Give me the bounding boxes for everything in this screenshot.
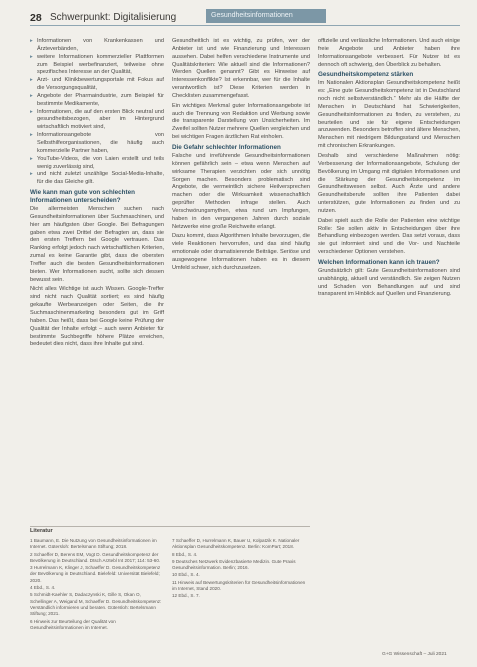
footnote: 6 Hinweis zur Beurteilung der Qualität von Gesundheitsinformationen im Internet. [30,618,116,630]
paragraph: Falsche und irreführende Gesundheitsinformationen können gefährlich sein – etwa wenn Menschen auf wirksame Therapien verzichten oder sich unnötig Sorgen machen. Besonders problematisch sind Angebote, die vermeintlich sichere Heilversprechen machen oder die Wirksamkeit wissenschaftlich geprüfter Methoden infrage stellen. Auch Verschwörungsmythen, etwa rund um Impfungen, haben in den vergangenen Jahren durch soziale Netzwerke eine große Reichweite erlangt. [172,152,310,230]
section-heading: Welchen Informationen kann ich trauen? [318,258,440,266]
footnote: 5 Schmidt-Kaehler S, Dadaczynski K, Gille S, Okan O, Schellinger A, Weigand M, Schaeffer D. Gesundheitskompetenz: Verständlich informieren und beraten. Gütersloh: Bertelsmann Stiftung; 2021. [30,592,162,617]
footnotes-right [172,538,310,601]
header-rule [30,25,460,26]
section-heading: Gesundheitskompetenz stärken [318,71,414,79]
section-heading: Die Gefahr schlechter Informationen [172,143,281,151]
footnote: 3 Hurrelmann K, Klinger J, Schaeffer D. Gesundheitskompetenz der Bevölkerung in Deutschland. Bielefeld: Universität Bielefeld; 2020. [30,565,161,583]
page-footer: G+G Wissenschaft – Juli 2021 [382,652,447,657]
footnote: 4 Ebd., S. 4. [30,585,56,591]
footnote-rule [30,526,310,527]
paragraph: Im Nationalen Aktionsplan Gesundheitskompetenz heißt es: „Eine gute Gesundheitskompetenz ist in Deutschland noch nicht selbstverständlich.“ Mehr als die Hälfte der Menschen in Deutschland hat Schwierigkeiten, Gesundheitsinformationen zu finden, zu verstehen, zu beurteilen und sie für eigene Entscheidungen anzuwenden. Besonders betroffen sind ältere Menschen, Menschen mit niedrigem Bildungsstand und Menschen mit chronischen Erkrankungen. [318,80,460,150]
column-1 [30,38,164,351]
header-title: Schwerpunkt: Digitalisierung [50,12,177,23]
footnotes-left [30,538,164,632]
paragraph: Dabei spielt auch die Rolle der Patienten eine wichtige Rolle: Sie sollen aktiv in Entscheidungen über ihre Behandlung einbezogen werden. Das setzt voraus, dass sie gut informiert sind und die Vor- und Nachteile verschiedener Optionen verstehen. [318,217,460,256]
list-item: ▸ Informationen von Krankenkassen und Ärzteverbänden, [30,38,164,54]
source-list [30,38,164,187]
list-item: ▸ Informationsangebote von Selbsthilfeorganisationen, die häufig auch kommerzielle Partner haben, [30,132,164,156]
footnote: 2 Schaeffer D, Berens EM, Vogt D. Gesundheitskompetenz der Bevölkerung in Deutschland. Dtsch Arztebl Int 2017; 114: 53-60. [30,551,161,563]
paragraph: Die allermeisten Menschen suchen nach Gesundheitsinformationen über Suchmaschinen, und hier am häufigsten über Google. Bei Befragungen gaben etwa zwei Drittel der Befragten an, dass sie den ersten Treffern bei Google vertrauen. Das Ranking erfolgt jedoch nach wirtschaftlichen Kriterien, zumal es keine Garantie gibt, dass die obersten Treffer auch die besten Gesundheitsinformationen bieten. Wer Informationen sucht, sollte sich dessen bewusst sein. [30,206,164,283]
paragraph: Deshalb sind verschiedene Maßnahmen nötig: Verbesserung der Informationsangebote, Schulung der Bevölkerung im Umgang mit digitalen Informationen und die Stärkung der Gesundheitskompetenz im Gesundheitswesen selbst. Auch Ärzte und andere Gesundheitsberufe sollten ihre Patienten dabei unterstützen, gute Informationen zu finden und zu nutzen. [318,152,460,214]
footnote: 12 Ebd., S. 7. [172,593,200,599]
page-number: 28 [30,12,42,24]
footnote: 7 Schaeffer D, Hurrelmann K, Bauer U, Kolpatzik K. Nationaler Aktionsplan Gesundheitskompetenz. Berlin: KomPart; 2018. [172,538,300,550]
footnote: 9 Deutsches Netzwerk Evidenzbasierte Medizin. Gute Praxis Gesundheitsinformation. Berlin; 2016. [172,558,296,571]
paragraph: Grundsätzlich gilt: Gute Gesundheitsinformationen sind unabhängig, aktuell und verständlich. Sie zeigen Nutzen und Schaden von Behandlungen auf und sind transparent im Hinblick auf Quellen und Finanzierung. [318,267,460,298]
list-item: ▸ weitere Informationen kommerzieller Plattformen zum Beispiel werbefinanziert, teilweise ohne spezifisches Interesse an der Qualität, [30,54,164,78]
list-item: ▸ Arzt- und Klinikbewertungsportale mit Fokus auf die Versorgungsqualität, [30,77,164,93]
section-label: Gesundheitsinformationen [206,9,326,23]
paragraph: Nicht alles Wichtige ist auch Wissen. Google-Treffer sind nicht nach Qualität sortiert; es sind häufig gekaufte Werbeanzeigen oder Seiten, die ihr Suchmaschinenmarketing besonders gut im Griff haben. Das heißt, dass bei Google keine Prüfung der Qualität der Inhalte erfolgt – auch wenn Anbieter für bestimmte Suchbegriffe höhere Plätze erreichen, bedeutet dies nicht, dass ihre Inhalte gut sind. [30,286,164,348]
section-heading: Wie kann man gute von schlechten Informationen unterscheiden? [30,189,135,205]
footnote: 1 Baumann, E. Die Nutzung von Gesundheitsinformationen im Internet. Gütersloh: Bertelsmann Stiftung; 2018. [30,538,157,550]
page-header [30,10,460,32]
paragraph: Dazu kommt, dass Algorithmen Inhalte bevorzugen, die viele Reaktionen hervorrufen, und das sind häufig emotionale oder dramatisierende Beiträge. Seriöse und ausgewogene Informationen haben es in diesem Umfeld schwer, sich durchzusetzen. [172,233,310,271]
list-item: ▸ Angebote der Pharmaindustrie, zum Beispiel für bestimmte Medikamente, [30,93,164,109]
column-3 [318,38,460,301]
paragraph: Ein wichtiges Merkmal guter Informationsangebote ist auch die Trennung von Redaktion und Werbung sowie die transparente Darstellung von Unsicherheiten. Im Zweifel sollten Nutzer mehrere Quellen vergleichen und bei wichtigen Fragen ärztlichen Rat einholen. [172,102,310,141]
footnote: 11 Hinweis auf Bewertungskriterien für Gesundheitsinformationen im Internet, Stand 2020. [172,579,306,592]
list-item: ▸ YouTube-Videos, die von Laien erstellt und teils wenig zuverlässig sind, [30,156,164,172]
list-item: ▸ und nicht zuletzt unzählige Social-Media-Inhalte, für die das Gleiche gilt. [30,171,164,187]
paragraph: offizielle und verlässliche Informationen. Und auch einige freie Angebote und Anbieter haben ihre Informationsangebote verbessert. Für Nutzer ist es dennoch oft schwierig, den Überblick zu behalten. [318,38,460,68]
footnote: 8 Ebd., S. 4. [172,551,198,557]
footnote: 10 Ebd., S. 4. [172,572,200,578]
list-item: ▸ Informationen, die auf den ersten Blick neutral und gesundheitsbezogen, aber im Hintergrund wirtschaftlich motiviert sind, [30,109,164,133]
column-2 [172,38,310,275]
paragraph: Gesundheitlich ist es wichtig, zu prüfen, wer der Anbieter ist und wie Finanzierung und Interessen aussehen. Dabei helfen verschiedene Instrumente und Qualitätskriterien: Wie aktuell sind die Informationen? Werden Quellen genannt? Gibt es Hinweise auf Interessenkonflikte? Ist erkennbar, wer für die Inhalte verantwortlich ist? Diese Kriterien werden in Checklisten zusammengefasst. [172,38,310,99]
footnote-heading: Literatur [30,528,53,534]
